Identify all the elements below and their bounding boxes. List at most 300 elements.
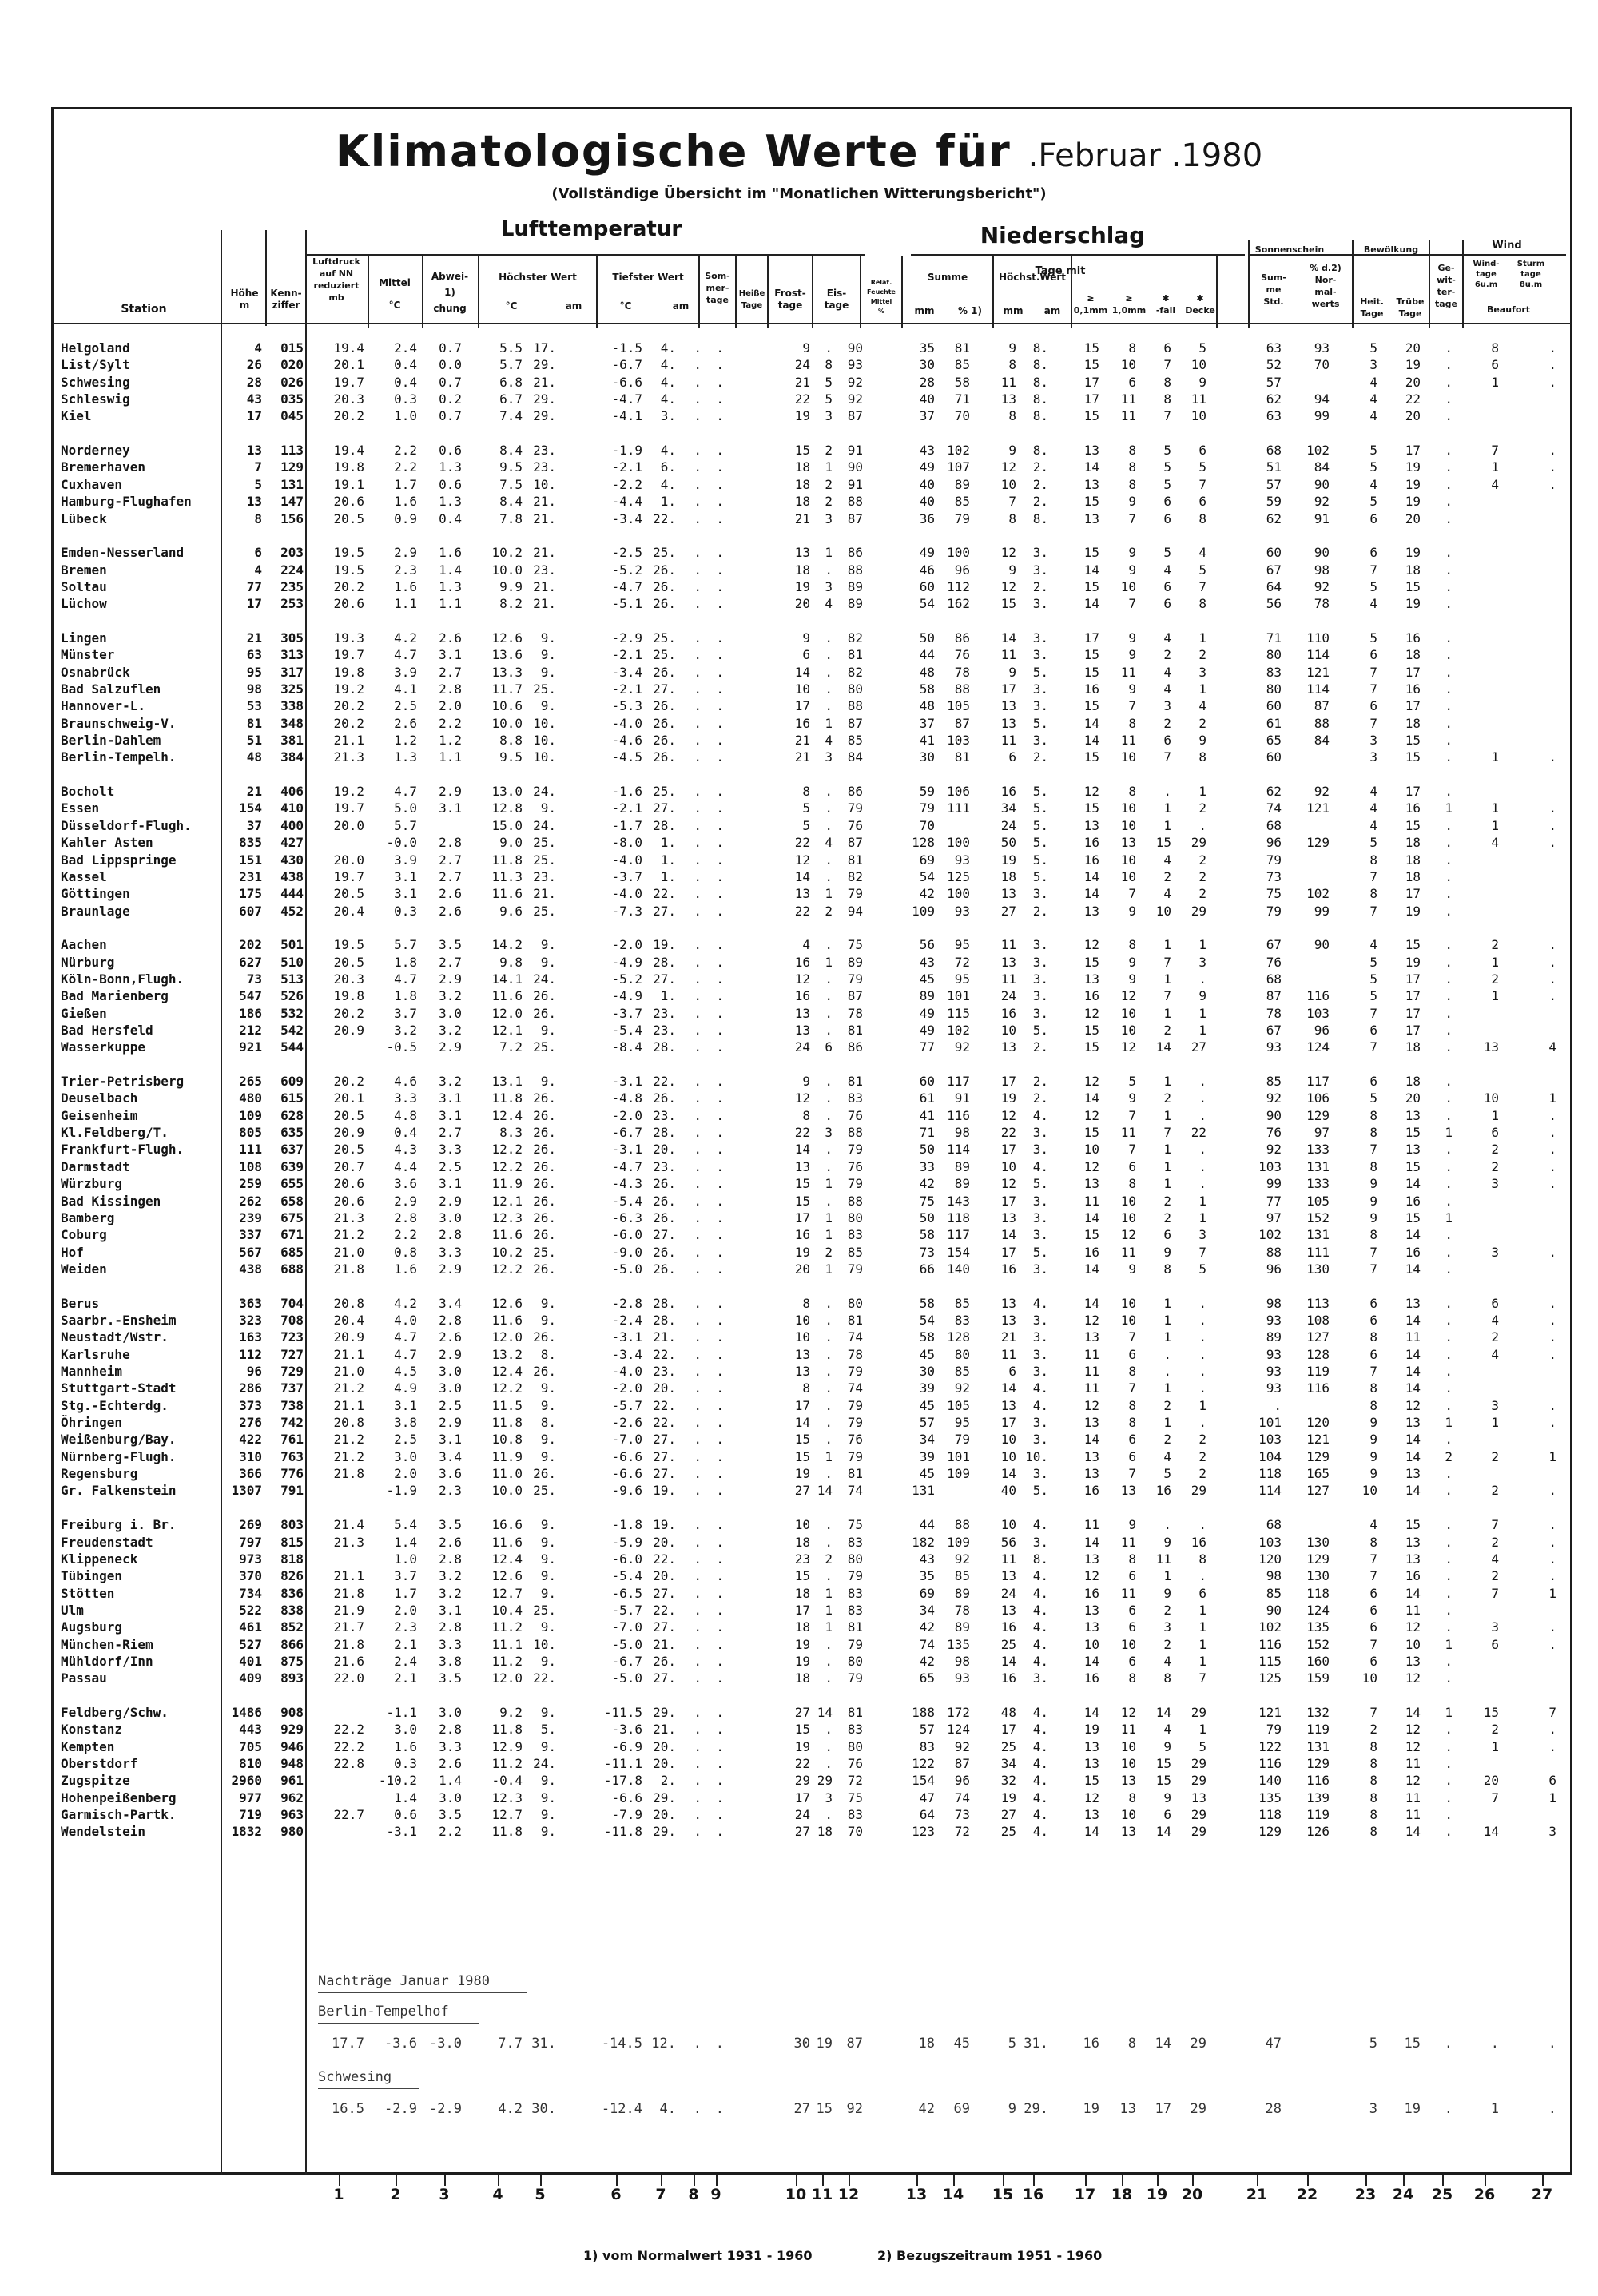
column-tick: [396, 2175, 397, 2186]
cell-col-13: 60: [919, 1074, 935, 1089]
cell-col-7: 27.: [653, 1466, 676, 1481]
cell-col-22: 133: [1306, 1176, 1330, 1191]
cell-col-26: 3: [1491, 1245, 1499, 1260]
cell-col-12: 86: [847, 545, 863, 560]
cell-col-13: 43: [919, 443, 935, 458]
table-row: [0, 1397, 1598, 1414]
cell-col-1: 19.4: [333, 443, 364, 458]
station-name: Mannheim: [61, 1364, 123, 1379]
cell-col-2: 3.1: [394, 886, 417, 901]
cell-col-10: 22: [794, 835, 810, 850]
cell-col-19: 1: [1163, 800, 1171, 816]
cell-col-17: 13: [1083, 1807, 1099, 1822]
cell-col-22: 127: [1306, 1483, 1330, 1498]
cell-col-10: 15: [794, 1176, 810, 1191]
cell-col-24: 16: [1405, 681, 1421, 697]
cell-col-25: .: [1445, 852, 1453, 868]
cell-col-6: -4.6: [611, 733, 642, 748]
cell-col-6: -6.0: [611, 1551, 642, 1567]
station-name: Gießen: [61, 1006, 107, 1021]
cell-col-9: .: [716, 511, 724, 526]
cell-col-26: 1: [1491, 1415, 1499, 1430]
cell-col-19: 15: [1155, 1756, 1171, 1771]
cell-col-10: 23: [794, 1551, 810, 1567]
cell-col-2: 4.9: [394, 1380, 417, 1396]
cell-col-7: 26.: [653, 716, 676, 731]
cell-col-9: .: [716, 1245, 724, 1260]
cell-col-22: 126: [1306, 1824, 1330, 1839]
table-row: [0, 340, 1598, 356]
cell-col-8: .: [694, 1483, 702, 1498]
cell-col-9: .: [716, 1074, 724, 1089]
cell-col-4: 9.0: [499, 835, 523, 850]
cell-col-26: 1: [1491, 1739, 1499, 1754]
nachtraege-station-2: Schwesing: [318, 2069, 392, 2085]
cell-col-5: 26.: [533, 1364, 556, 1379]
cell-col-19: 1: [1163, 1142, 1171, 1157]
cell-col-7: 22.: [653, 1347, 676, 1362]
cell-col-2: 0.8: [394, 1245, 417, 1260]
cell-col-22: 130: [1306, 1535, 1330, 1550]
cell-col-13: 45: [919, 971, 935, 987]
cell-col-22: 119: [1306, 1722, 1330, 1737]
cell-col-21: 118: [1258, 1807, 1282, 1822]
station-hoehe: 108: [239, 1159, 262, 1174]
cell-col-19: .: [1163, 1364, 1171, 1379]
nachtrag-cell-col-11: 15: [816, 2101, 833, 2117]
cell-col-15: 12: [1000, 459, 1016, 475]
nachtrag-cell-col-6: -14.5: [601, 2036, 642, 2052]
cell-col-11: 1: [825, 886, 833, 901]
table-row: [0, 1823, 1598, 1840]
cell-col-12: 84: [847, 749, 863, 765]
station-hoehe: 286: [239, 1380, 262, 1396]
cell-col-18: 8: [1128, 716, 1136, 731]
cell-col-20: 1: [1198, 784, 1206, 799]
cell-col-2: 1.6: [394, 1739, 417, 1754]
cell-col-9: .: [716, 1586, 724, 1601]
cell-col-3: 0.4: [439, 511, 462, 526]
cell-col-8: .: [694, 357, 702, 372]
cell-col-21: 97: [1266, 1210, 1282, 1225]
cell-col-20: 1: [1198, 1194, 1206, 1209]
cell-col-13: 89: [919, 988, 935, 1003]
station-name: Essen: [61, 800, 100, 816]
station-kennziffer: 384: [280, 749, 304, 765]
cell-col-3: 2.9: [439, 1194, 462, 1209]
column-number: 19: [1146, 2186, 1168, 2203]
rule-tage: [1216, 256, 1218, 328]
cell-col-15: 19: [1000, 852, 1016, 868]
cell-col-18: 6: [1128, 1568, 1136, 1583]
column-tick: [1257, 2175, 1258, 2186]
cell-col-17: 13: [1083, 818, 1099, 833]
station-hoehe: 6: [254, 545, 262, 560]
table-row: [0, 1363, 1598, 1380]
cell-col-3: 2.6: [439, 886, 462, 901]
cell-col-7: 23.: [653, 1023, 676, 1038]
cell-col-12: 81: [847, 1023, 863, 1038]
cell-col-7: 28.: [653, 1039, 676, 1055]
cell-col-6: -4.1: [611, 408, 642, 423]
cell-col-5: 24.: [533, 818, 556, 833]
cell-col-14: 89: [954, 1586, 970, 1601]
cell-col-5: 25.: [533, 904, 556, 919]
cell-col-16: 8.: [1032, 511, 1048, 526]
cell-col-13: 40: [919, 391, 935, 407]
cell-col-13: 57: [919, 1415, 935, 1430]
cell-col-26: 2: [1491, 937, 1499, 952]
cell-col-5: 26.: [533, 1210, 556, 1225]
cell-col-21: 129: [1258, 1824, 1282, 1839]
cell-col-15: 14: [1000, 1380, 1016, 1396]
nachtrag-cell-col-6: -12.4: [601, 2101, 642, 2117]
cell-col-25: .: [1445, 1535, 1453, 1550]
station-hoehe: 17: [246, 596, 262, 611]
cell-col-15: 17: [1000, 1142, 1016, 1157]
cell-col-20: 9: [1198, 375, 1206, 390]
cell-col-24: 19: [1405, 545, 1421, 560]
cell-col-1: 21.1: [333, 1568, 364, 1583]
cell-col-8: .: [694, 1261, 702, 1277]
cell-col-5: 26.: [533, 1108, 556, 1123]
station-name: Bremen: [61, 562, 107, 578]
column-tick: [1442, 2175, 1444, 2186]
cell-col-9: .: [716, 1807, 724, 1822]
cell-col-15: 50: [1000, 835, 1016, 850]
cell-col-4: 11.2: [491, 1756, 523, 1771]
cell-col-14: 172: [947, 1705, 970, 1720]
cell-col-16: 8.: [1032, 408, 1048, 423]
cell-col-21: 68: [1266, 443, 1282, 458]
cell-col-17: 14: [1083, 1261, 1099, 1277]
cell-col-23: 4: [1369, 596, 1377, 611]
cell-col-13: 54: [919, 869, 935, 884]
table-row: [0, 1755, 1598, 1772]
cell-col-7: 22.: [653, 511, 676, 526]
cell-col-16: 3.: [1032, 955, 1048, 970]
cell-col-11: .: [825, 1090, 833, 1106]
cell-col-12: 88: [847, 698, 863, 713]
cell-col-25: .: [1445, 1483, 1453, 1498]
cell-col-8: .: [694, 1517, 702, 1532]
cell-col-22: 106: [1306, 1090, 1330, 1106]
cell-col-3: 2.6: [439, 1756, 462, 1771]
cell-col-20: 29: [1191, 835, 1206, 850]
cell-col-21: 92: [1266, 1090, 1282, 1106]
cell-col-17: 12: [1083, 1108, 1099, 1123]
cell-col-14: 95: [954, 937, 970, 952]
cell-col-25: .: [1445, 1568, 1453, 1583]
cell-col-3: 2.7: [439, 665, 462, 680]
cell-col-15: 13: [1000, 698, 1016, 713]
cell-col-7: 2.: [660, 1773, 676, 1788]
table-row: [0, 1039, 1598, 1055]
nachtraege-station-2-underline: [318, 2088, 419, 2089]
cell-col-3: 3.0: [439, 1380, 462, 1396]
cell-col-20: 9: [1198, 988, 1206, 1003]
cell-col-25: .: [1445, 886, 1453, 901]
cell-col-14: 109: [947, 1466, 970, 1481]
cell-col-5: 9.: [540, 1568, 556, 1583]
cell-col-3: 3.1: [439, 647, 462, 662]
cell-col-16: 3.: [1032, 630, 1048, 646]
cell-col-19: 1: [1163, 1296, 1171, 1311]
station-name: Bad Lippspringe: [61, 852, 177, 868]
cell-col-18: 6: [1128, 1432, 1136, 1447]
cell-col-13: 128: [912, 835, 935, 850]
cell-col-19: 5: [1163, 477, 1171, 492]
cell-col-24: 13: [1405, 1108, 1421, 1123]
station-name: Osnabrück: [61, 665, 130, 680]
cell-col-5: 9.: [540, 698, 556, 713]
cell-col-21: 116: [1258, 1756, 1282, 1771]
cell-col-20: 9: [1198, 733, 1206, 748]
cell-col-6: -5.0: [611, 1261, 642, 1277]
cell-col-4: 8.4: [499, 443, 523, 458]
cell-col-10: 15: [794, 1432, 810, 1447]
cell-col-13: 49: [919, 459, 935, 475]
cell-col-14: 100: [947, 835, 970, 850]
station-kennziffer: 729: [280, 1364, 304, 1379]
table-row: [0, 1482, 1598, 1499]
cell-col-23: 7: [1369, 1568, 1377, 1583]
header-hoechster-wert: Höchster Wert: [499, 272, 577, 283]
station-hoehe: 276: [239, 1415, 262, 1430]
cell-col-4: 8.3: [499, 1125, 523, 1140]
cell-col-3: 2.7: [439, 955, 462, 970]
cell-col-24: 17: [1405, 988, 1421, 1003]
column-tick: [444, 2175, 446, 2186]
cell-col-10: 22: [794, 1756, 810, 1771]
cell-col-7: 20.: [653, 1142, 676, 1157]
cell-col-11: .: [825, 665, 833, 680]
cell-col-21: 90: [1266, 1108, 1282, 1123]
cell-col-9: .: [716, 818, 724, 833]
cell-col-24: 12: [1405, 1722, 1421, 1737]
cell-col-4: 12.6: [491, 630, 523, 646]
station-kennziffer: 852: [280, 1619, 304, 1635]
header-hw-am: am: [1043, 305, 1061, 316]
cell-col-18: 10: [1120, 1296, 1136, 1311]
cell-col-20: 2: [1198, 869, 1206, 884]
cell-col-27: 4: [1548, 1039, 1556, 1055]
cell-col-11: .: [825, 1142, 833, 1157]
cell-col-10: 20: [794, 596, 810, 611]
column-tick: [694, 2175, 695, 2186]
table-row: [0, 1721, 1598, 1738]
cell-col-1: 21.7: [333, 1619, 364, 1635]
cell-col-9: .: [716, 1790, 724, 1805]
cell-col-10: 16: [794, 955, 810, 970]
cell-col-11: 3: [825, 1125, 833, 1140]
cell-col-12: 89: [847, 596, 863, 611]
cell-col-11: 18: [817, 1824, 833, 1839]
cell-col-26: 4: [1491, 1551, 1499, 1567]
cell-col-9: .: [716, 1483, 724, 1498]
cell-col-16: 4.: [1032, 1790, 1048, 1805]
station-hoehe: 323: [239, 1313, 262, 1328]
cell-col-8: .: [694, 511, 702, 526]
cell-col-5: 25.: [533, 835, 556, 850]
cell-col-4: 11.6: [491, 1227, 523, 1242]
cell-col-24: 13: [1405, 1466, 1421, 1481]
station-kennziffer: 791: [280, 1483, 304, 1498]
cell-col-2: 1.0: [394, 1551, 417, 1567]
cell-col-16: 8.: [1032, 391, 1048, 407]
cell-col-2: 4.7: [394, 1329, 417, 1345]
station-kennziffer: 818: [280, 1551, 304, 1567]
cell-col-6: -2.6: [611, 1415, 642, 1430]
station-name: Hof: [61, 1245, 84, 1260]
cell-col-25: .: [1445, 1586, 1453, 1601]
cell-col-6: -2.4: [611, 1313, 642, 1328]
cell-col-3: 2.9: [439, 1039, 462, 1055]
cell-col-15: 27: [1000, 1807, 1016, 1822]
cell-col-18: 9: [1128, 494, 1136, 509]
station-kennziffer: 742: [280, 1415, 304, 1430]
cell-col-20: 5: [1198, 562, 1206, 578]
nachtrag-cell-col-7: 12.: [651, 2036, 676, 2052]
cell-col-2: 0.9: [394, 511, 417, 526]
station-kennziffer: 727: [280, 1347, 304, 1362]
cell-col-9: .: [716, 800, 724, 816]
station-kennziffer: 313: [280, 647, 304, 662]
cell-col-3: 3.2: [439, 1568, 462, 1583]
cell-col-24: 18: [1405, 852, 1421, 868]
cell-col-3: 2.6: [439, 1329, 462, 1345]
cell-col-18: 11: [1120, 391, 1136, 407]
cell-col-23: 5: [1369, 459, 1377, 475]
cell-col-24: 17: [1405, 698, 1421, 713]
cell-col-3: 2.6: [439, 904, 462, 919]
station-name: Lübeck: [61, 511, 107, 526]
cell-col-4: 9.9: [499, 579, 523, 594]
station-name: Bad Kissingen: [61, 1194, 161, 1209]
header-hoechstwert: Höchst.Wert: [999, 272, 1066, 283]
station-kennziffer: 628: [280, 1108, 304, 1123]
cell-col-25: .: [1445, 1466, 1453, 1481]
cell-col-2: 5.7: [394, 937, 417, 952]
cell-col-6: -6.6: [611, 1449, 642, 1464]
cell-col-5: 29.: [533, 391, 556, 407]
cell-col-12: 87: [847, 408, 863, 423]
cell-col-15: 32: [1000, 1773, 1016, 1788]
cell-col-12: 81: [847, 1466, 863, 1481]
table-row: [0, 800, 1598, 816]
cell-col-27: .: [1548, 1296, 1556, 1311]
cell-col-4: 12.6: [491, 1568, 523, 1583]
cell-col-4: 7.4: [499, 408, 523, 423]
cell-col-4: 11.7: [491, 681, 523, 697]
cell-col-21: 76: [1266, 1125, 1282, 1140]
cell-col-6: -6.5: [611, 1586, 642, 1601]
cell-col-22: 121: [1306, 665, 1330, 680]
cell-col-16: 4.: [1032, 1586, 1048, 1601]
cell-col-13: 30: [919, 749, 935, 765]
cell-col-27: .: [1548, 459, 1556, 475]
cell-col-15: 24: [1000, 988, 1016, 1003]
cell-col-25: .: [1445, 1108, 1453, 1123]
cell-col-24: 14: [1405, 1176, 1421, 1191]
cell-col-8: .: [694, 1670, 702, 1686]
cell-col-2: 2.3: [394, 562, 417, 578]
cell-col-5: 9.: [540, 1398, 556, 1413]
cell-col-14: 89: [954, 477, 970, 492]
station-hoehe: 797: [239, 1535, 262, 1550]
station-name: Cuxhaven: [61, 477, 123, 492]
cell-col-6: -11.5: [603, 1705, 642, 1720]
cell-col-19: 9: [1163, 1245, 1171, 1260]
cell-col-14: 100: [947, 886, 970, 901]
table-row: [0, 1704, 1598, 1721]
cell-col-5: 9.: [540, 1023, 556, 1038]
cell-col-6: -4.7: [611, 1159, 642, 1174]
column-number: 15: [992, 2186, 1014, 2203]
cell-col-25: 1: [1445, 1415, 1453, 1430]
cell-col-6: -5.7: [611, 1398, 642, 1413]
cell-col-23: 9: [1369, 1449, 1377, 1464]
cell-col-15: 16: [1000, 1619, 1016, 1635]
cell-col-8: .: [694, 1551, 702, 1567]
cell-col-19: 4: [1163, 1449, 1171, 1464]
cell-col-6: -1.5: [611, 340, 642, 356]
cell-col-5: 21.: [533, 579, 556, 594]
cell-col-11: .: [825, 1739, 833, 1754]
cell-col-19: 6: [1163, 579, 1171, 594]
cell-col-4: 10.0: [491, 562, 523, 578]
cell-col-18: 9: [1128, 562, 1136, 578]
cell-col-25: .: [1445, 1603, 1453, 1618]
cell-col-10: 8: [802, 1108, 810, 1123]
cell-col-7: 27.: [653, 971, 676, 987]
cell-col-16: 8.: [1032, 340, 1048, 356]
station-kennziffer: 655: [280, 1176, 304, 1191]
cell-col-16: 5.: [1032, 852, 1048, 868]
cell-col-12: 83: [847, 1722, 863, 1737]
footnote-2: 2) Bezugszeitraum 1951 - 1960: [877, 2248, 1103, 2263]
cell-col-25: .: [1445, 988, 1453, 1003]
cell-col-16: 2.: [1032, 904, 1048, 919]
cell-col-19: 10: [1155, 904, 1171, 919]
cell-col-6: -4.7: [611, 579, 642, 594]
cell-col-16: 8.: [1032, 375, 1048, 390]
cell-col-17: 13: [1083, 1619, 1099, 1635]
cell-col-18: 8: [1128, 477, 1136, 492]
station-kennziffer: 962: [280, 1790, 304, 1805]
cell-col-8: .: [694, 1039, 702, 1055]
cell-col-23: 5: [1369, 340, 1377, 356]
station-hoehe: 48: [246, 749, 262, 765]
cell-col-27: .: [1548, 1142, 1556, 1157]
cell-col-11: 1: [825, 1619, 833, 1635]
cell-col-1: 20.2: [333, 579, 364, 594]
cell-col-5: 25.: [533, 1039, 556, 1055]
cell-col-8: .: [694, 375, 702, 390]
cell-col-21: 52: [1266, 357, 1282, 372]
cell-col-15: 11: [1000, 937, 1016, 952]
cell-col-18: 11: [1120, 733, 1136, 748]
cell-col-3: 1.1: [439, 749, 462, 765]
cell-col-1: 20.5: [333, 886, 364, 901]
cell-col-9: .: [716, 545, 724, 560]
cell-col-7: 27.: [653, 800, 676, 816]
cell-col-15: 17: [1000, 1194, 1016, 1209]
cell-col-13: 61: [919, 1090, 935, 1106]
cell-col-11: .: [825, 1347, 833, 1362]
cell-col-10: 13: [794, 886, 810, 901]
cell-col-21: 93: [1266, 1380, 1282, 1396]
